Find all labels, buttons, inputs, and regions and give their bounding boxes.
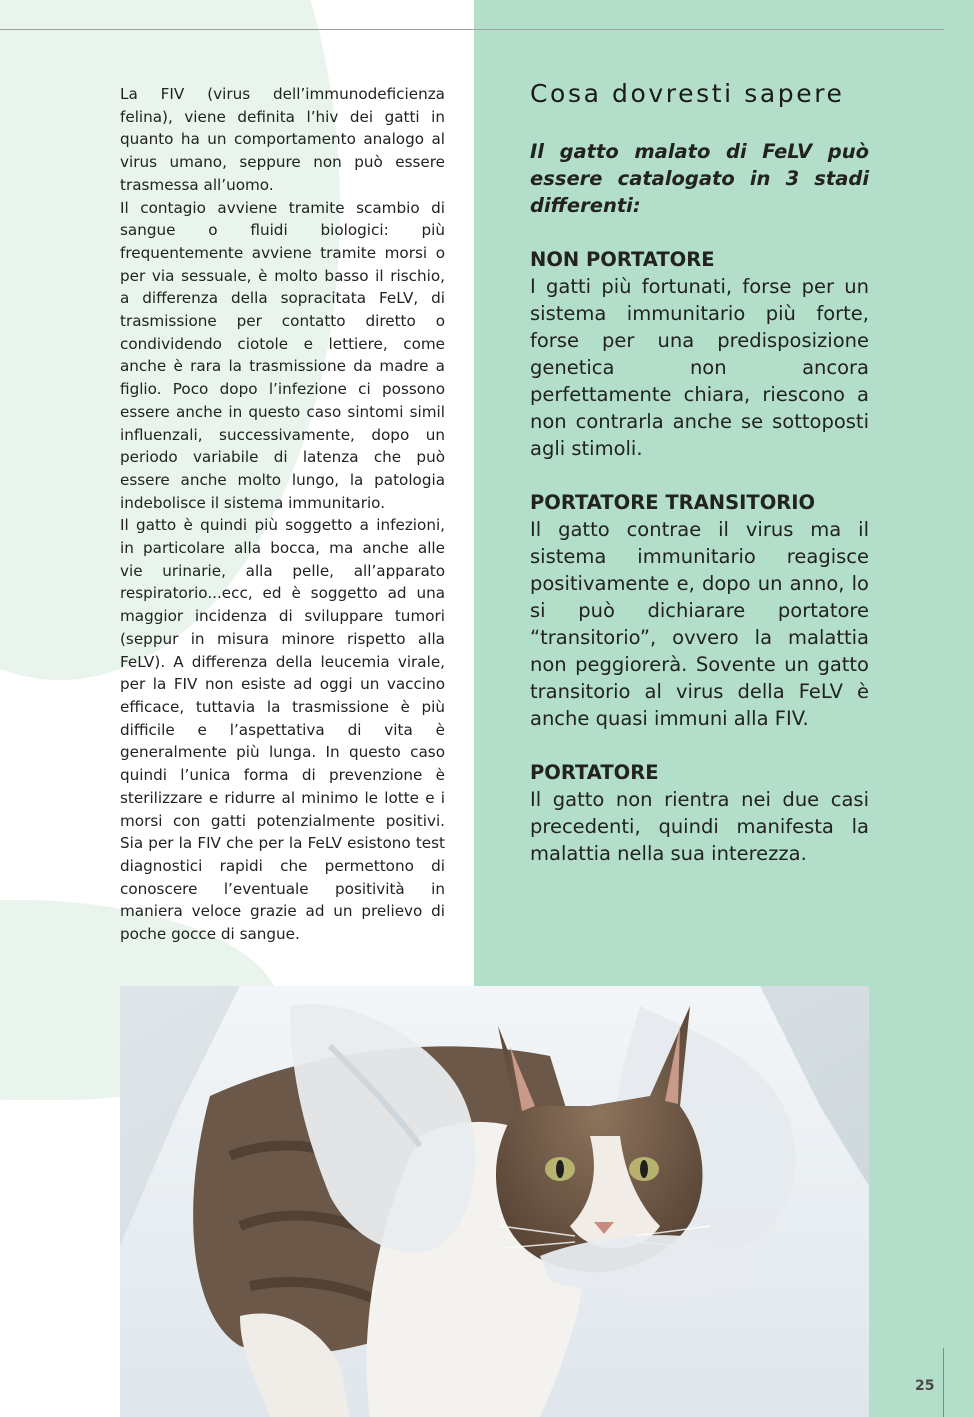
stage-title-portatore: PORTATORE [530, 761, 659, 784]
stage-title-portatore-transitorio: PORTATORE TRANSITORIO [530, 491, 816, 514]
stage-body-portatore: Il gatto non rientra nei due casi precedenti, quindi manifesta la malattia nella sua interezza. [530, 788, 869, 865]
paragraph-contagion: Il contagio avviene tramite scambio di sangue o fluidi biologici: più frequentemente avviene tramite morsi o per via sessuale, è molto basso il rischio, a differenza della sopracitata FeLV, di trasmissione per contatto diretto o condividendo ciotole e lettiere, come anche è rara la trasmissione da madre a figlio. Poco dopo l’infezione ci possono essere anche in questo caso sintomi simil influenzali, successivamente, dopo un periodo variabile di latenza che può essere anche molto lungo, la patologia indebolisce il sistema immunitario. [120, 198, 445, 512]
info-box [530, 76, 869, 894]
top-divider [0, 29, 944, 30]
page-number-rule [943, 1348, 944, 1417]
page-number: 25 [915, 1378, 935, 1394]
stage-body-non-portatore: I gatti più fortunati, forse per un sistema immunitario più forte, forse per una predisposizione genetica non ancora perfettamente chiara, riescono a non contrarla anche se sottoposti agli stimoli. [530, 275, 869, 460]
cat-photo [120, 986, 869, 1417]
stage-body-portatore-transitorio: Il gatto contrae il virus ma il sistema immunitario reagisce positivamente e, dopo un anno, lo si può dichiarare portatore “transitorio”, ovvero la malattia non peggiorerà. Sovente un gatto transitorio al virus della FeLV è anche quasi immuni alla FIV. [530, 518, 869, 730]
paragraph-intro: La FIV (virus dell’immunodeficienza felina), viene definita l’hiv dei gatti in quanto ha un comportamento analogo al virus umano, seppure non può essere trasmessa all’uomo. [120, 85, 445, 194]
info-box-intro: Il gatto malato di FeLV può essere catalogato in 3 stadi differenti: [530, 140, 869, 217]
article-body [120, 83, 445, 946]
stage-title-non-portatore: NON PORTATORE [530, 248, 715, 271]
info-box-heading: Cosa dovresti sapere [530, 79, 845, 108]
paragraph-prevention: Il gatto è quindi più soggetto a infezioni, in particolare alla bocca, ma anche alle vie urinarie, alla pelle, all’apparato respiratorio...ecc, ed è soggetto ad una maggior incidenza di sviluppare tumori (seppur in misura minore rispetto alla FeLV). A differenza della leucemia virale, per la FIV non esiste ad oggi un vaccino efficace, tuttavia la trasmissione è più difficile e l’aspettativa di vita è generalmente più lunga. In questo caso quindi l’unica forma di prevenzione è sterilizzare e ridurre al minimo le lotte e i morsi con gatti potenzialmente positivi. Sia per la FIV che per la FeLV esistono test diagnostici rapidi che permettono di conoscere l’eventuale positività in maniera veloce grazie ad un prelievo di poche gocce di sangue. [120, 516, 445, 944]
